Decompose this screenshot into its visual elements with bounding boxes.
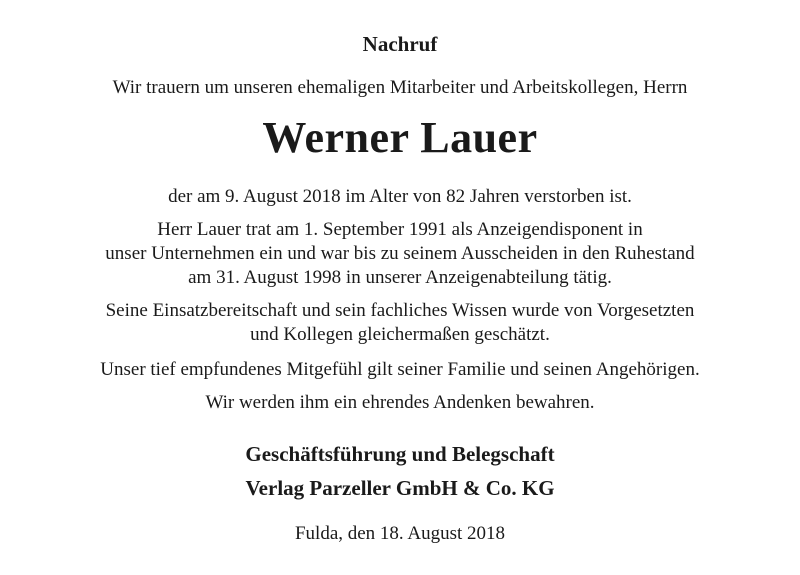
appreciation-line-1: Seine Einsatzbereitschaft und sein fachliches Wissen wurde von Vorgesetzten [105, 300, 695, 321]
notice-heading: Nachruf [362, 32, 438, 56]
deceased-name: Werner Lauer [262, 113, 538, 162]
remembrance-line: Wir werden ihm ein ehrendes Andenken bewahren. [205, 392, 595, 413]
place-date: Fulda, den 18. August 2018 [294, 523, 506, 544]
death-line: der am 9. August 2018 im Alter von 82 Jahren verstorben ist. [168, 186, 632, 207]
sympathy-line: Unser tief empfundenes Mitgefühl gilt seiner Familie und seinen Angehörigen. [100, 359, 700, 380]
career-line-2: unser Unternehmen ein und war bis zu seinem Ausscheiden in den Ruhestand [105, 243, 695, 264]
career-line-3: am 31. August 1998 in unserer Anzeigenabteilung tätig. [188, 267, 612, 288]
signature-line-2: Verlag Parzeller GmbH & Co. KG [245, 476, 555, 500]
intro-line: Wir trauern um unseren ehemaligen Mitarbeiter und Arbeitskollegen, Herrn [112, 77, 688, 98]
appreciation-line-2: und Kollegen gleichermaßen geschätzt. [250, 324, 550, 345]
career-line-1: Herr Lauer trat am 1. September 1991 als Anzeigendisponent in [157, 219, 643, 240]
signature-line-1: Geschäftsführung und Belegschaft [245, 442, 555, 466]
